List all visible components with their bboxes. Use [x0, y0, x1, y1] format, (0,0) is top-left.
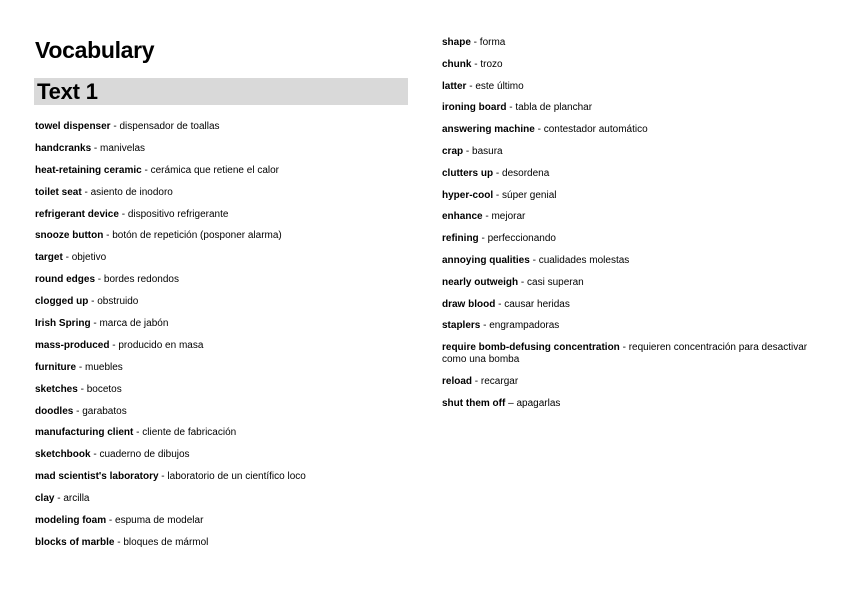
vocab-translation: cuaderno de dibujos	[99, 449, 190, 461]
vocab-entry	[35, 493, 415, 505]
vocab-entry	[442, 37, 812, 49]
vocab-translation: súper genial	[502, 189, 557, 201]
vocab-term: mad scientist's laboratory	[35, 471, 159, 483]
vocab-entry	[442, 233, 812, 245]
vocab-term: shut them off	[442, 397, 506, 409]
vocab-entry	[442, 211, 812, 223]
vocab-separator: -	[466, 80, 476, 92]
vocab-separator: -	[495, 298, 505, 310]
vocab-term: toilet seat	[35, 186, 82, 198]
vocab-separator: -	[463, 145, 473, 157]
vocab-translation: apagarlas	[516, 397, 561, 409]
vocab-translation: bloques de mármol	[123, 536, 209, 548]
vocab-term: staplers	[442, 320, 481, 332]
vocab-separator: -	[77, 383, 87, 395]
vocab-term: Irish Spring	[35, 318, 91, 330]
vocab-separator: -	[529, 254, 539, 266]
vocab-term: sketchbook	[35, 449, 91, 461]
vocab-term: refrigerant device	[35, 208, 119, 220]
vocab-translation: este último	[475, 80, 524, 92]
vocab-list-right	[442, 37, 812, 420]
vocab-entry	[442, 168, 812, 180]
vocab-translation: cliente de fabricación	[142, 427, 237, 439]
vocab-entry	[35, 384, 415, 396]
vocab-translation: perfeccionando	[487, 233, 556, 245]
vocab-separator: -	[106, 515, 116, 527]
vocab-separator: -	[141, 164, 151, 176]
vocab-separator: -	[133, 427, 143, 439]
vocab-separator: -	[62, 252, 72, 264]
vocab-term: modeling foam	[35, 515, 107, 527]
vocab-term: sketches	[35, 383, 78, 395]
vocab-term: towel dispenser	[35, 121, 111, 132]
vocab-entry	[35, 121, 415, 133]
vocab-term: reload	[442, 375, 473, 387]
vocab-term: ironing board	[442, 102, 507, 114]
vocab-entry	[35, 515, 415, 527]
vocab-entry	[35, 143, 415, 155]
vocab-translation: trozo	[480, 58, 503, 70]
vocab-translation: muebles	[85, 361, 123, 373]
vocab-translation: recargar	[480, 375, 519, 387]
vocab-translation: objetivo	[71, 252, 107, 264]
vocab-entry	[35, 340, 415, 352]
vocab-entry	[35, 165, 415, 177]
vocab-entry	[442, 255, 812, 267]
vocab-term: clay	[35, 493, 55, 505]
vocab-separator: -	[73, 405, 83, 417]
vocab-entry	[442, 81, 812, 93]
vocab-entry	[35, 252, 415, 264]
vocab-term: answering machine	[442, 124, 535, 136]
vocab-translation: casi superan	[527, 276, 584, 288]
vocab-translation: desordena	[502, 167, 550, 179]
vocab-separator: -	[90, 449, 100, 461]
vocab-list-left	[35, 121, 415, 559]
vocab-separator: -	[76, 361, 85, 373]
vocab-separator: -	[90, 318, 100, 330]
vocab-term: furniture	[35, 361, 77, 373]
page-title: Vocabulary	[35, 37, 155, 63]
vocab-separator: -	[480, 320, 490, 332]
vocab-term: chunk	[442, 58, 472, 70]
vocab-term: round edges	[35, 274, 96, 286]
vocab-translation: mejorar	[491, 211, 526, 223]
vocab-term: annoying qualities	[442, 254, 530, 266]
vocab-term: shape	[442, 37, 471, 48]
vocab-translation: asiento de inodoro	[90, 186, 173, 198]
vocab-translation: bordes redondos	[103, 274, 179, 286]
vocab-entry	[35, 318, 415, 330]
vocab-term: enhance	[442, 211, 483, 223]
vocab-separator: -	[470, 37, 480, 48]
vocab-translation: forma	[479, 37, 506, 48]
vocab-term: mass-produced	[35, 339, 110, 351]
vocab-entry	[35, 296, 415, 308]
vocab-separator: -	[54, 493, 64, 505]
vocab-term: nearly outweigh	[442, 276, 519, 288]
vocab-separator: -	[493, 167, 503, 179]
vocab-separator: -	[118, 208, 128, 220]
vocab-entry	[442, 146, 812, 158]
section-heading: Text 1	[34, 78, 408, 105]
vocab-term: blocks of marble	[35, 536, 115, 548]
vocab-entry	[35, 449, 415, 461]
vocab-term: handcranks	[35, 142, 92, 154]
vocab-entry	[442, 277, 812, 289]
vocab-translation: contestador automático	[543, 124, 648, 136]
vocab-term: heat-retaining ceramic	[35, 164, 142, 176]
vocab-translation: cualidades molestas	[538, 254, 630, 266]
vocab-separator: -	[493, 189, 503, 201]
vocab-separator: -	[158, 471, 168, 483]
vocab-translation: laboratorio de un científico loco	[167, 471, 306, 483]
vocab-separator: -	[619, 342, 629, 354]
vocab-translation: marca de jabón	[99, 318, 169, 330]
vocab-separator: -	[114, 536, 124, 548]
vocab-translation: dispensador de toallas	[119, 121, 220, 132]
vocab-separator: -	[472, 375, 481, 387]
vocab-translation: bocetos	[86, 383, 122, 395]
vocab-translation: espuma de modelar	[115, 515, 204, 527]
vocab-separator: -	[91, 142, 101, 154]
vocab-entry	[442, 102, 812, 114]
vocab-term: clutters up	[442, 167, 494, 179]
vocab-entry	[35, 230, 415, 242]
vocab-translation: dispositivo refrigerante	[127, 208, 229, 220]
vocab-separator: -	[518, 276, 528, 288]
vocab-translation: cerámica que retiene el calor	[150, 164, 280, 176]
vocab-term: snooze button	[35, 230, 104, 242]
vocab-entry	[35, 209, 415, 221]
vocab-entry	[442, 190, 812, 202]
vocab-term: crap	[442, 145, 464, 157]
vocab-entry	[442, 398, 812, 410]
vocab-translation: botón de repetición (posponer alarma)	[112, 230, 282, 242]
vocab-entry	[35, 187, 415, 199]
vocab-term: require bomb-defusing concentration	[442, 342, 620, 354]
vocab-separator: –	[505, 397, 517, 409]
vocab-translation: arcilla	[63, 493, 90, 505]
vocab-separator: -	[95, 274, 104, 286]
vocab-separator: -	[88, 296, 98, 308]
vocab-separator: -	[110, 121, 120, 132]
vocab-entry	[35, 537, 415, 549]
vocab-translation: tabla de planchar	[515, 102, 593, 114]
vocab-entry	[35, 362, 415, 374]
vocab-separator: -	[534, 124, 544, 136]
vocab-entry	[35, 471, 415, 483]
vocab-entry	[442, 59, 812, 71]
vocab-translation: engrampadoras	[489, 320, 560, 332]
vocab-term: refining	[442, 233, 479, 245]
vocab-entry	[35, 274, 415, 286]
vocab-entry	[442, 320, 812, 332]
vocab-translation: producido en masa	[118, 339, 204, 351]
vocab-translation: basura	[472, 145, 503, 157]
vocab-term: manufacturing client	[35, 427, 134, 439]
vocab-translation: requieren concentración para desactivar como una bomba	[442, 342, 808, 366]
vocab-entry	[442, 342, 812, 366]
vocab-entry	[442, 376, 812, 388]
vocab-term: hyper-cool	[442, 189, 494, 201]
vocab-term: latter	[442, 80, 467, 92]
vocab-separator: -	[109, 339, 119, 351]
vocab-term: draw blood	[442, 298, 496, 310]
vocab-separator: -	[506, 102, 516, 114]
vocab-term: clogged up	[35, 296, 89, 308]
vocab-term: target	[35, 252, 63, 264]
vocab-separator: -	[103, 230, 113, 242]
vocab-separator: -	[482, 211, 492, 223]
vocab-translation: causar heridas	[504, 298, 570, 310]
vocab-entry	[35, 406, 415, 418]
vocab-separator: -	[478, 233, 488, 245]
vocab-entry	[442, 299, 812, 311]
vocab-translation: garabatos	[82, 405, 127, 417]
vocab-separator: -	[81, 186, 91, 198]
vocab-entry	[442, 124, 812, 136]
vocab-translation: obstruido	[97, 296, 139, 308]
vocab-entry	[35, 427, 415, 439]
vocab-term: doodles	[35, 405, 74, 417]
vocab-translation: manivelas	[100, 142, 146, 154]
vocab-separator: -	[471, 58, 481, 70]
